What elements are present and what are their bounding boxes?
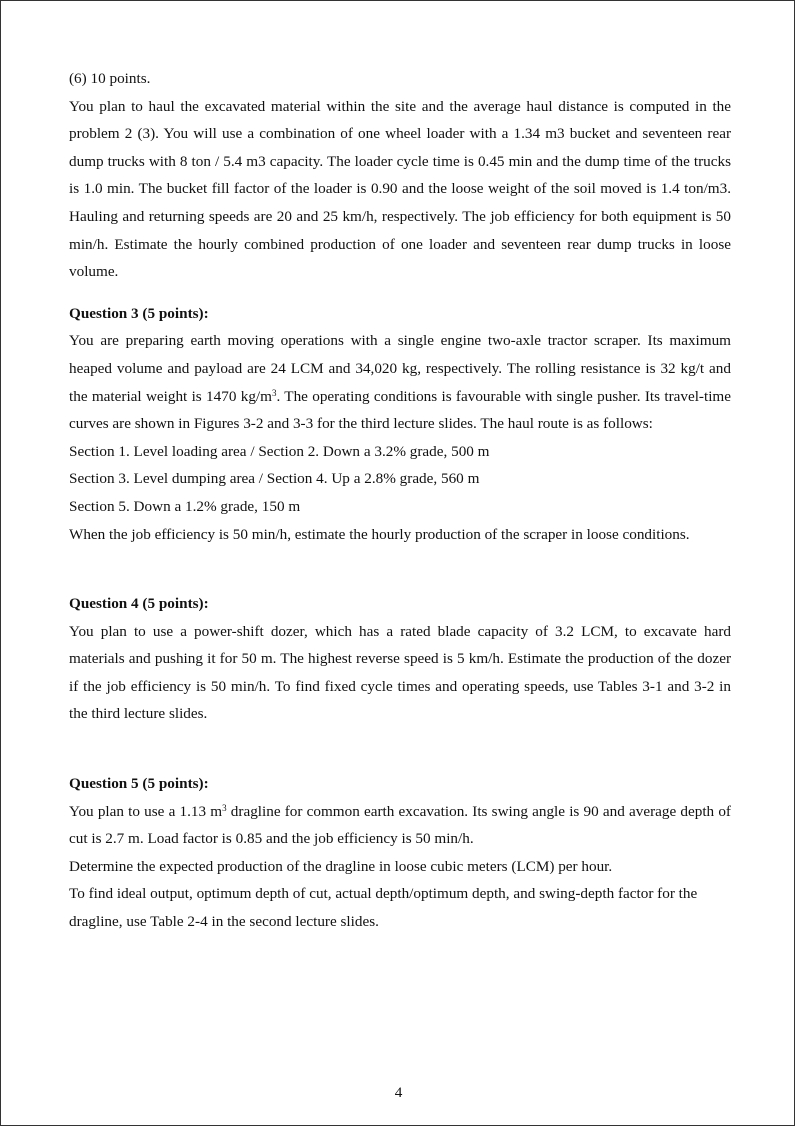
question-5-line-2: Determine the expected production of the dragline in loose cubic meters (LCM) per hour. (69, 857, 613, 875)
route-section-line-1: Section 1. Level loading area / Section 2. Down a 3.2% grade, 500 m (69, 442, 490, 460)
question-5-text-b: dragline for common earth excavation. Its swing angle is 90 and average depth of cut is 2.7 m. Load factor is 0.85 and the job efficiency is 50 min/h. (69, 802, 731, 848)
page-content (69, 65, 731, 936)
question-5-text-a: You plan to use a 1.13 m (69, 802, 223, 820)
question-5-paragraph (69, 798, 731, 853)
route-section-line-2: Section 3. Level dumping area / Section 4. Up a 2.8% grade, 560 m (69, 470, 480, 488)
question-4-text: You plan to use a power-shift dozer, which has a rated blade capacity of 3.2 LCM, to excavate hard materials and pushing it for 50 m. The highest reverse speed is 5 km/h. Estimate the production of the dozer if the job efficiency is 50 min/h. To find fixed cycle times and operating speeds, use Tables 3-1 and 3-2 in the third lecture slides. (69, 622, 731, 723)
question-5-line-3: To find ideal output, optimum depth of cut, actual depth/optimum depth, and swing-depth factor for the dragline, use Table 2-4 in the second lecture slides. (69, 885, 698, 931)
question-3-heading: Question 3 (5 points): (69, 304, 209, 322)
q2-part6-text: You plan to haul the excavated material within the site and the average haul distance is computed in the problem 2 (3). You will use a combination of one wheel loader with a 1.34 m3 bucket and seventeen rear dump trucks with 8 ton / 5.4 m3 capacity. The loader cycle time is 0.45 min and the dump time of the trucks is 1.0 min. The bucket fill factor of the loader is 0.90 and the loose weight of the soil moved is 1.4 ton/m3. Hauling and returning speeds are 20 and 25 km/h, respectively. The job efficiency for both equipment is 50 min/h. Estimate the hourly combined production of one loader and seventeen rear dump trucks in loose volume. (69, 97, 731, 281)
question-3-paragraph (69, 327, 731, 437)
page-number: 4 (394, 1084, 403, 1101)
q2-part6-label: (6) 10 points. (69, 70, 151, 87)
question-4-heading: Question 4 (5 points): (69, 595, 209, 613)
question-3-text-a: You are preparing earth moving operations with a single engine two-axle tractor scraper. Its maximum heaped volume and payload are 24 LCM and 34,020 kg, respectively. The rolling resistance is 32 kg/t and the material weight is 1470 kg/m (69, 332, 731, 405)
superscript-3: 3 (271, 387, 277, 398)
question-3-closing: When the job efficiency is 50 min/h, estimate the hourly production of the scraper in loose conditions. (69, 525, 690, 543)
superscript-3: 3 (222, 802, 227, 813)
route-section-line-3: Section 5. Down a 1.2% grade, 150 m (69, 497, 301, 515)
question-3-text-b: . The operating conditions is favourable with single pusher. Its travel-time curves are shown in Figures 3-2 and 3-3 for the third lecture slides. The haul route is as follows: (69, 387, 731, 433)
question-5-heading: Question 5 (5 points): (69, 775, 209, 793)
